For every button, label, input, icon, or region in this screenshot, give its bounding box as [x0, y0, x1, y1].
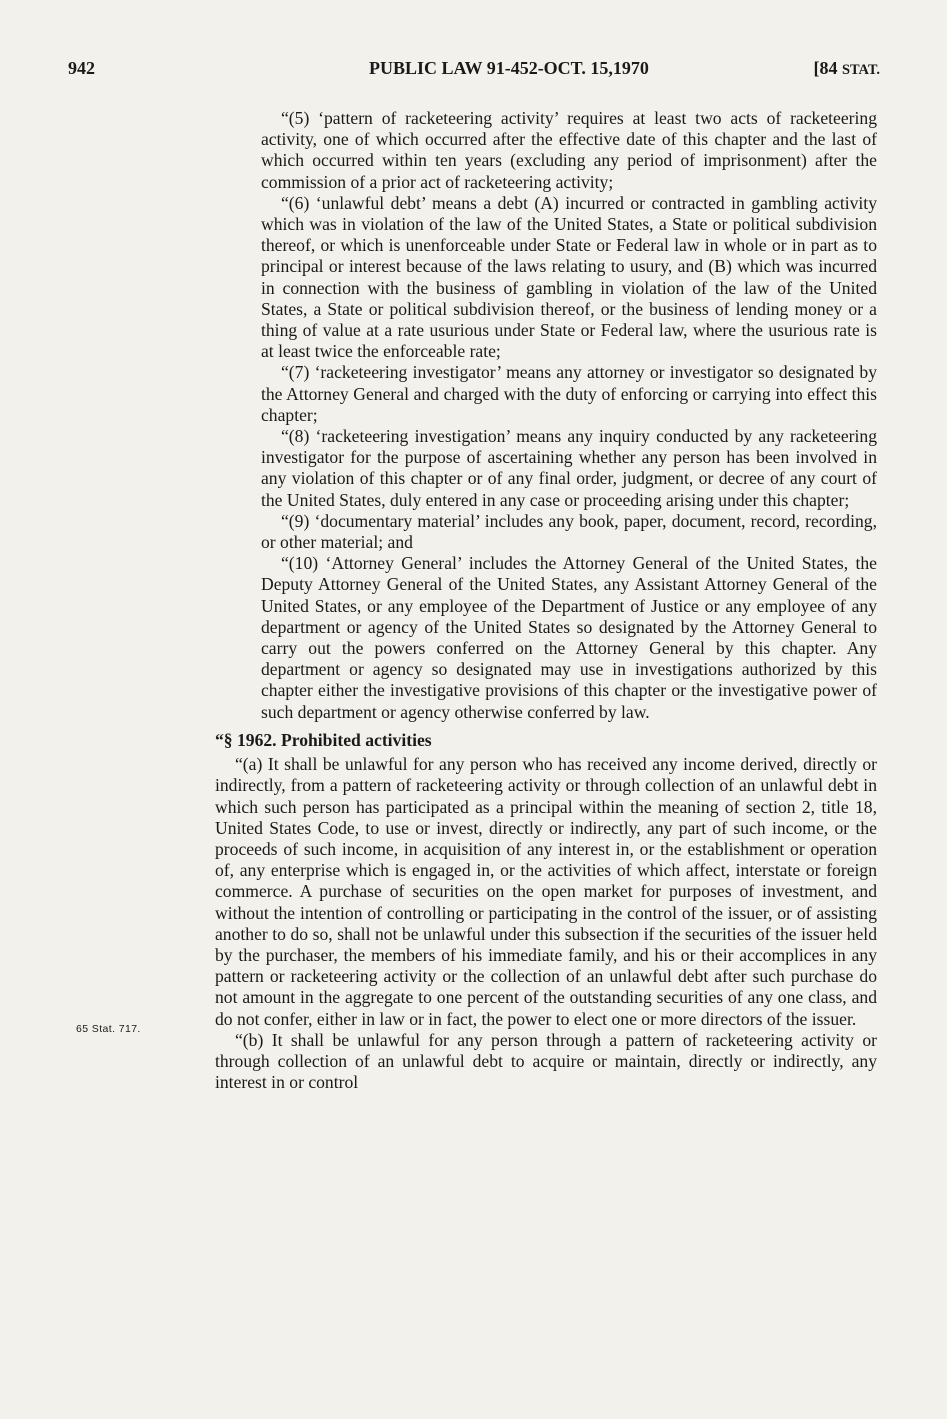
running-title: PUBLIC LAW 91-452-OCT. 15,1970	[369, 58, 649, 78]
margin-note-stat-ref: 65 Stat. 717.	[76, 1023, 141, 1035]
definition-9: “(9) ‘documentary material’ includes any book, paper, document, record, recording, or other material; and	[261, 510, 877, 553]
section-body	[215, 754, 877, 1093]
definition-8: “(8) ‘racketeering investigation’ means any inquiry conducted by any racketeering investigator for the purpose of ascertaining whether any person has been involved in any violation of this chapter or of any final order, judgment, or decree of any court of the United States, duly entered in any case or proceeding arising under this chapter;	[261, 426, 877, 510]
definition-6: “(6) ‘unlawful debt’ means a debt (A) incurred or contracted in gambling activity which was in violation of the law of the United States, a State or political subdivision thereof, or which is unenforceable under State or Federal law in whole or in part as to principal or interest because of the laws relating to usury, and (B) which was incurred in connection with the business of gambling in violation of the law of the United States, a State or political subdivision thereof, or the business of lending money or a thing of value at a rate usurious under State or Federal law, where the usurious rate is at least twice the enforceable rate;	[261, 192, 877, 362]
volume-suffix: STAT.	[842, 62, 880, 78]
definition-10: “(10) ‘Attorney General’ includes the Attorney General of the United States, the Deputy Attorney General of the United States, any Assistant Attorney General of the United States, or any employee of the Department of Justice or any employee of any department or agency of the United States so designated by the Attorney General to carry out the powers conferred on the Attorney General by this chapter. Any department or agency so designated may use in investigations authorized by this chapter either the investigative provisions of this chapter or the investigative power of such department or agency otherwise conferred by law.	[261, 553, 877, 722]
volume-reference	[814, 58, 880, 79]
subsection-a: “(a) It shall be unlawful for any person who has received any income derived, directly or indirectly, from a pattern of racketeering activity or through collection of an unlawful debt in which such person has participated as a principal within the meaning of section 2, title 18, United States Code, to use or invest, directly or indirectly, any part of such income, or the proceeds of such income, in acquisition of any interest in, or the establishment or operation of, any enterprise which is engaged in, or the activities of which affect, interstate or foreign commerce. A purchase of securities on the open market for purposes of investment, and without the intention of controlling or participating in the control of the issuer, or of assisting another to do so, shall not be unlawful under this subsection if the securities of the issuer held by the purchaser, the members of his immediate family, and his or their accomplices in any pattern or racketeering activity or the collection of an unlawful debt after such purchase do not amount in the aggregate to one percent of the outstanding securities of any one class, and do not confer, either in law or in fact, the power to elect one or more directors of the issuer.	[215, 754, 877, 1029]
page-number: 942	[68, 58, 95, 78]
subsection-b: “(b) It shall be unlawful for any person through a pattern of racketeering activity or through collection of an unlawful debt to acquire or maintain, directly or indirectly, any interest in or control	[215, 1029, 877, 1093]
body-text	[215, 108, 877, 1093]
definition-7: “(7) ‘racketeering investigator’ means any attorney or investigator so designated by the Attorney General and charged with the duty of enforcing or carrying into effect this chapter;	[261, 362, 877, 425]
volume-prefix: [84	[813, 58, 843, 78]
definitions-block	[215, 108, 877, 723]
definition-5: “(5) ‘pattern of racketeering activity’ requires at least two acts of racketeering activity, one of which occurred after the effective date of this chapter and the last of which occurred within ten years (excluding any period of imprisonment) after the commission of a prior act of racketeering activity;	[261, 108, 877, 192]
section-heading: “§ 1962. Prohibited activities	[215, 729, 432, 750]
page-header	[68, 58, 880, 84]
